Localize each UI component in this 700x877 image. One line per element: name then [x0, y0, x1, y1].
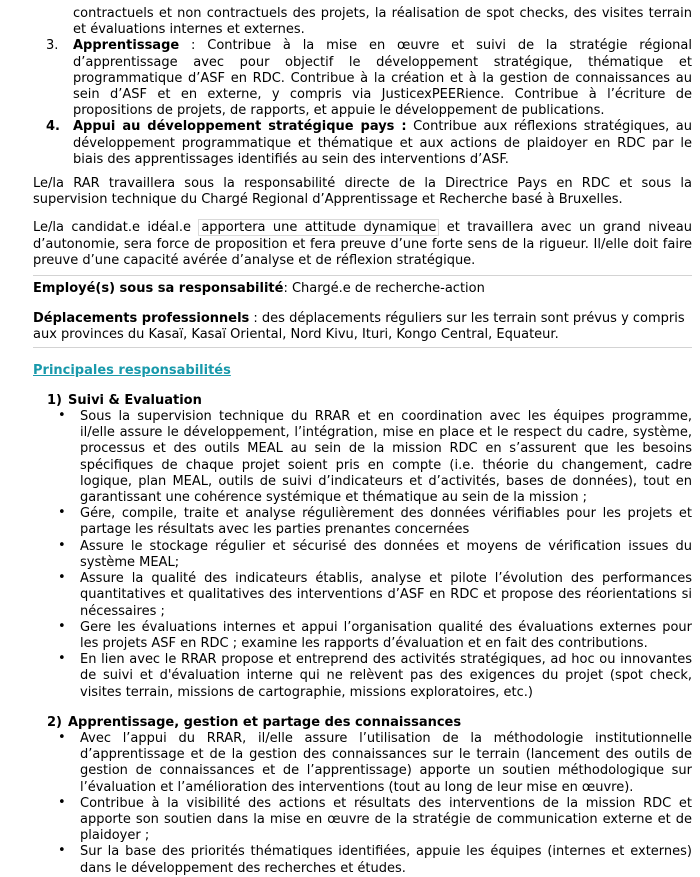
candidate-text-after: et travaillera avec un grand niveau d’autonomie, sera force de proposition et fera preuve d’une forte sens de la rigueur. Il/elle doit faire preuve d’une capacité avérée d’analyse et de réflexion stratégique. — [33, 220, 692, 268]
field-label: Employé(s) sous sa responsabilité — [33, 281, 284, 297]
bullet-text: Assure la qualité des indicateurs établis, analyse et pilote l’évolution des performances quantitatives et qualitatives des interventions d’ASF en RDC et propose des réorientations si nécessaires ; — [80, 571, 692, 619]
candidate-text-before: Le/la candidat.e idéal.e — [33, 220, 191, 236]
section-number: 1) — [47, 392, 62, 408]
section-heading-suivi-evaluation — [33, 393, 692, 409]
bullet-marker: • — [58, 537, 66, 553]
intro-text: contractuels et non contractuels des projets, la réalisation de spot checks, des visites terrain et évaluations internes et externes. — [73, 6, 692, 38]
numbered-item-3 — [33, 38, 692, 119]
bullet-item — [33, 571, 692, 620]
bullet-item — [33, 409, 692, 506]
divider — [33, 347, 692, 348]
bullet-marker: • — [58, 618, 66, 634]
bullet-item — [33, 539, 692, 571]
item-number: 3. — [46, 38, 59, 54]
staff-responsibility-field — [33, 275, 692, 297]
responsibilities-heading: Principales responsabilités — [33, 362, 231, 378]
item-body: Contribue aux réflexions stratégiques, au développement programmatique et thématique et aux actions de plaidoyer en RDC par le biais des apprentissages identifiés au sein des interventions d’ASF. — [73, 119, 692, 167]
bullet-item — [33, 620, 692, 652]
field-value: : Chargé.e de recherche-action — [283, 281, 485, 297]
field-value: : des déplacements réguliers sur les terrain sont prévus y compris aux provinces du Kasaï, Kasaï Oriental, Nord Kivu, Ituri, Kongo Central, Equateur. — [33, 311, 685, 343]
bullet-marker: • — [58, 843, 66, 859]
bullet-text: Assure le stockage régulier et sécurisé des données et moyens de vérification issues du système MEAL; — [80, 538, 692, 570]
bullet-marker: • — [58, 505, 66, 521]
section-number: 2) — [47, 714, 62, 730]
bullet-marker: • — [58, 408, 66, 424]
bullet-marker: • — [58, 794, 66, 810]
reporting-text: Le/la RAR travaillera sous la responsabilité directe de la Directrice Pays en RDC et sous la supervision technique du Chargé Regional d’Apprentissage et Recherche basé à Bruxelles. — [33, 176, 692, 208]
travel-field — [33, 311, 692, 343]
item-title: Apprentissage — [73, 38, 180, 54]
bullet-text: Contribue à la visibilité des actions et résultats des interventions de la mission RDC et apporte son soutien dans la mise en œuvre de la stratégie de communication externe et de plaidoyer ; — [80, 795, 692, 844]
bullet-text: En lien avec le RRAR propose et entreprend des activités stratégiques, ad hoc ou innovantes de suivi et d'évaluation interne qui ne relèvent pas des exigences du projet (spot check, visites terrain, missions de cartographie, missions exploratoires, etc.) — [80, 652, 692, 700]
section-heading-apprentissage — [33, 715, 692, 731]
intro-paragraph-continuation — [33, 6, 692, 38]
item-separator: : — [179, 38, 208, 54]
bullet-item — [33, 796, 692, 845]
highlighted-phrase: apportera une attitude dynamique — [198, 219, 439, 236]
reporting-paragraph — [33, 176, 692, 208]
bullet-item — [33, 844, 692, 876]
section-title: Apprentissage, gestion et partage des connaissances — [68, 714, 462, 730]
bullet-marker: • — [58, 570, 66, 586]
bullet-text: Gere les évaluations internes et appui l’organisation qualité des évaluations externes pour les projets ASF en RDC ; examine les rapports d’évaluation et en fait des contributions. — [80, 619, 692, 651]
bullet-item — [33, 652, 692, 701]
candidate-paragraph — [33, 220, 692, 269]
item-title: Appui au développement stratégique pays : — [73, 119, 407, 135]
section-title: Suivi & Evaluation — [68, 392, 202, 408]
bullet-item — [33, 731, 692, 796]
numbered-item-4 — [33, 119, 692, 168]
bullet-marker: • — [58, 729, 66, 745]
bullet-marker: • — [58, 651, 66, 667]
bullet-item — [33, 506, 692, 538]
item-body: Contribue à la mise en œuvre et suivi de la stratégie régional d’apprentissage avec pour objectif le développement stratégique, thématique et programmatique d’ASF en RDC. Contribue à la création et à la gestion de connaissances au sein d’ASF et en externe, y compris via JusticexPEERience. Contribue à l’écriture de propositions de projets, de rapports, et appuie le développement de publications. — [73, 38, 692, 119]
field-label: Déplacements professionnels — [33, 311, 250, 327]
bullet-text: Sur la base des priorités thématiques identifiées, appuie les équipes (internes et externes) dans le développement des recherches et études. — [80, 844, 692, 876]
item-number: 4. — [46, 119, 60, 135]
bullet-text: Gére, compile, traite et analyse régulièrement des données vérifiables pour les projets et partage les résultats avec les parties prenantes concernées — [80, 506, 692, 538]
bullet-text: Sous la supervision technique du RRAR et en coordination avec les équipes programme, il/elle assure le développement, l’intégration, mise en place et le respect du cadre, système, processus et des outils MEAL au sein de la mission RDC en s’assurent que les besoins spécifiques de chaque projet soient pris en compte (i.e. théorie du changement, cadre logique, plan MEAL, outils de suivi d’indicateurs et d’activités, bases de données), tout en garantissant une cohérence systémique et thématique au sein de la mission ; — [80, 409, 692, 506]
bullet-text: Avec l’appui du RRAR, il/elle assure l’utilisation de la méthodologie institutionnelle d’apprentissage et de la gestion des connaissances sur le terrain (lancement des outils de gestion de connaissances et de l’apprentissage) apporte un soutien méthodologique sur l’évaluation et l’amélioration des interventions (tout au long de leur mise en œuvre). — [80, 730, 692, 795]
